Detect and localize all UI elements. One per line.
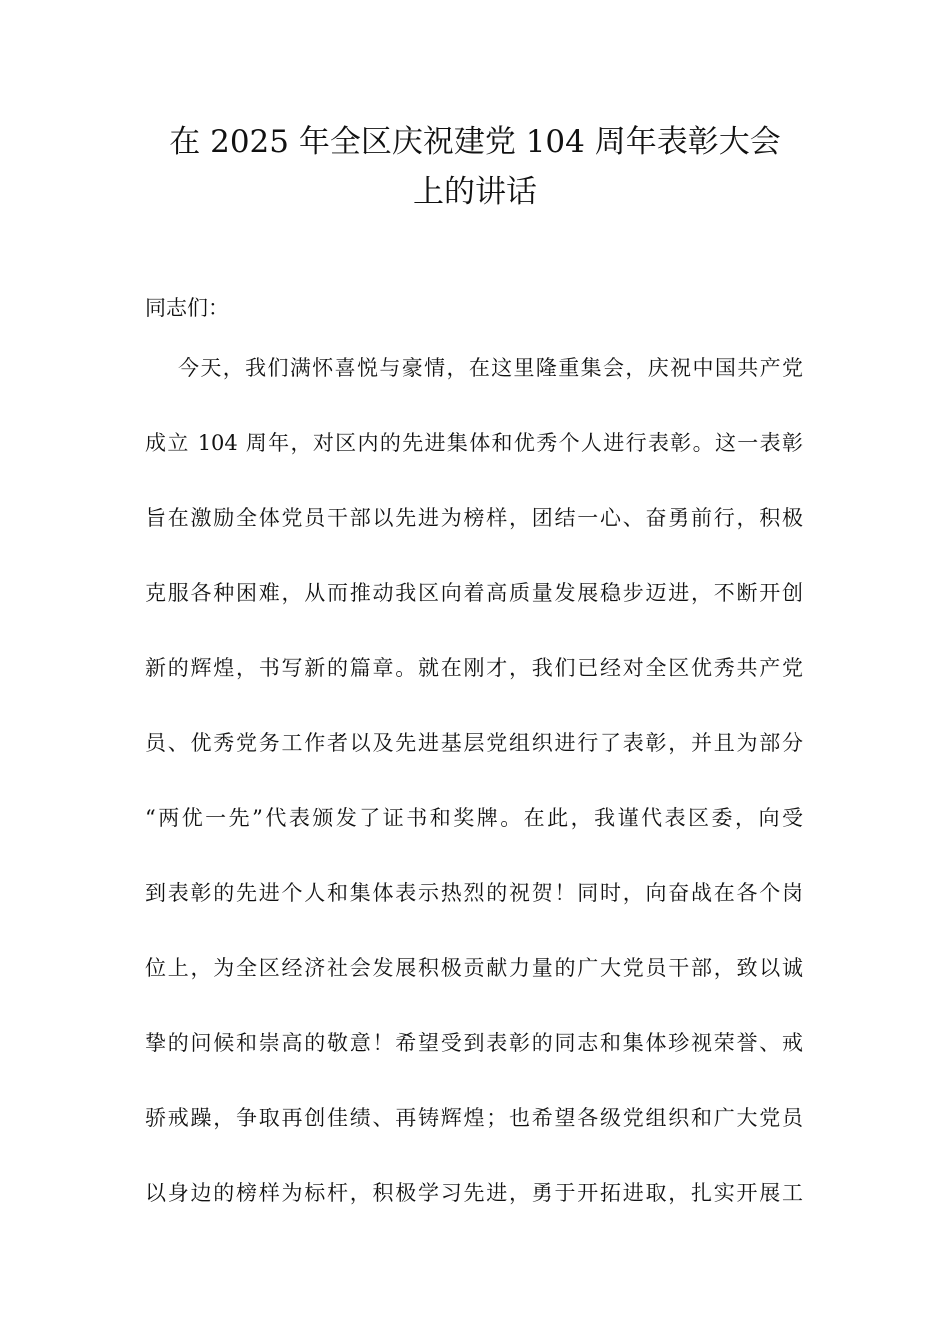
body-line: 挚的问候和崇高的敬意！希望受到表彰的同志和集体珍视荣誉、戒 bbox=[145, 1031, 803, 1055]
body-line: 员、优秀党务工作者以及先进基层党组织进行了表彰，并且为部分 bbox=[145, 731, 803, 755]
body-line: 今天，我们满怀喜悦与豪情，在这里隆重集会，庆祝中国共产党 bbox=[178, 356, 803, 380]
document-title-line-2: 上的讲话 bbox=[413, 174, 537, 210]
body-line: 骄戒躁，争取再创佳绩、再铸辉煌；也希望各级党组织和广大党员 bbox=[145, 1106, 803, 1130]
body-line: “两优一先”代表颁发了证书和奖牌。在此，我谨代表区委，向受 bbox=[145, 806, 803, 830]
body-line: 旨在激励全体党员干部以先进为榜样，团结一心、奋勇前行，积极 bbox=[145, 506, 803, 530]
body-line: 新的辉煌，书写新的篇章。就在刚才，我们已经对全区优秀共产党 bbox=[145, 656, 803, 680]
salutation: 同志们： bbox=[145, 296, 229, 320]
body-line: 克服各种困难，从而推动我区向着高质量发展稳步迈进，不断开创 bbox=[145, 581, 803, 605]
body-line: 位上，为全区经济社会发展积极贡献力量的广大党员干部，致以诚 bbox=[145, 956, 803, 980]
document-title-line-1: 在 2025 年全区庆祝建党 104 周年表彰大会 bbox=[169, 124, 781, 160]
body-line: 到表彰的先进个人和集体表示热烈的祝贺！同时，向奋战在各个岗 bbox=[145, 881, 803, 905]
body-line: 成立 104 周年，对区内的先进集体和优秀个人进行表彰。这一表彰 bbox=[145, 431, 803, 455]
body-line: 以身边的榜样为标杆，积极学习先进，勇于开拓进取，扎实开展工 bbox=[145, 1181, 803, 1205]
